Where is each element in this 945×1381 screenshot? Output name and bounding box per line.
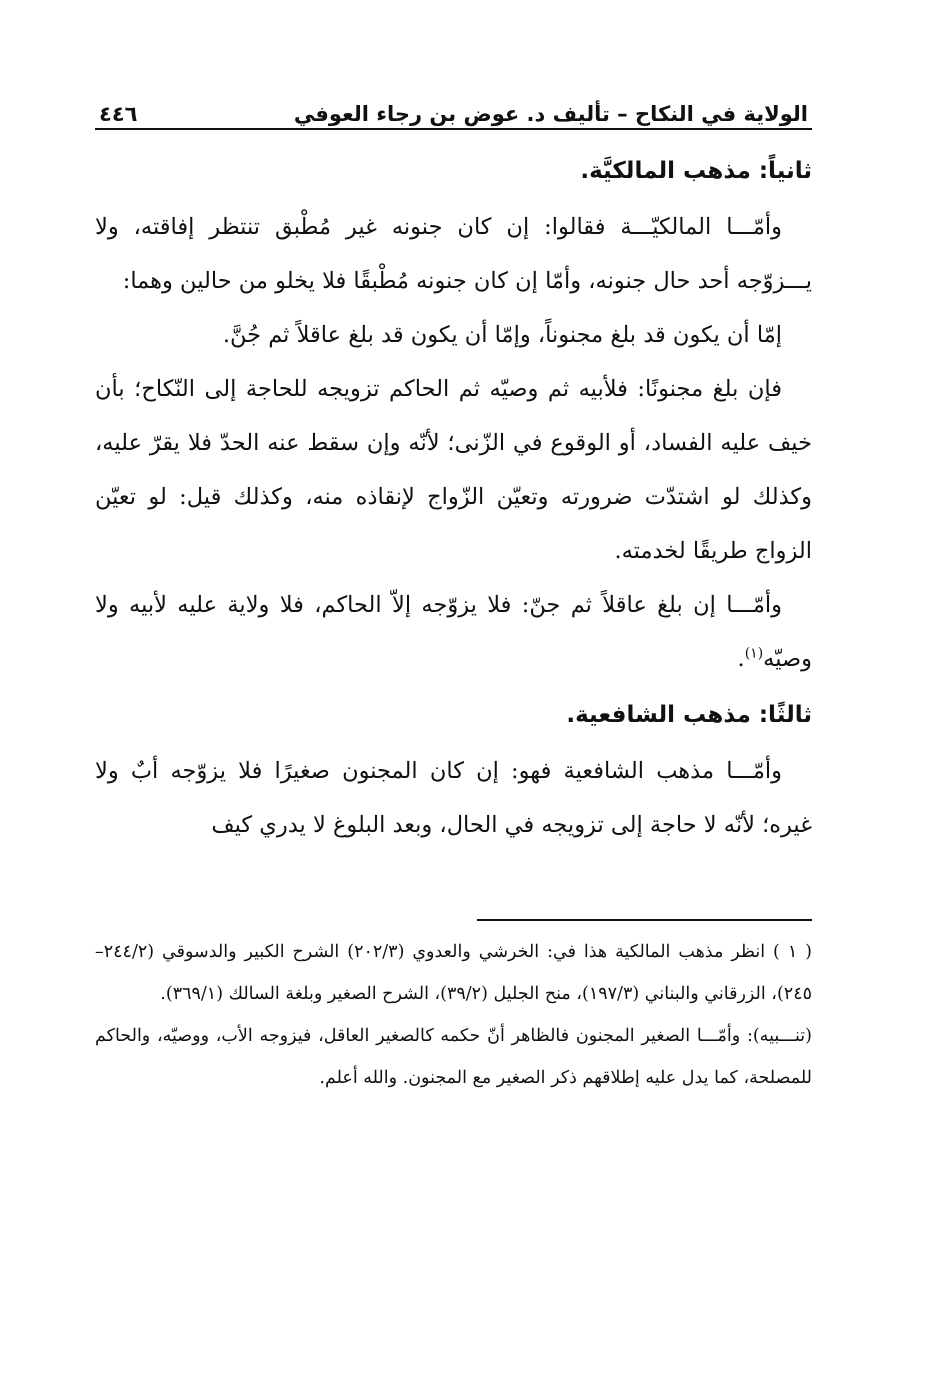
running-header xyxy=(95,84,812,130)
section-heading-shafii: ثالثًا: مذهب الشافعية. xyxy=(566,702,812,728)
footnote-reference: (١) xyxy=(744,645,764,662)
paragraph-end: . xyxy=(737,646,745,672)
footnote-divider xyxy=(477,919,812,921)
book-page xyxy=(95,84,813,1088)
paragraph xyxy=(95,578,812,686)
paragraph: فإن بلغ مجنونًا: فلأبيه ثم وصيّه ثم الحاكم تزويجه للحاجة إلى النّكاح؛ بأن خيف عليه الفساد، أو الوقوع في الزّنى؛ لأنّه وإن سقط عنه الحدّ فلا يقرّ عليه، وكذلك لو اشتدّت ضرورته وتعيّن الزّواج لإنقاذه منه، وكذلك قيل: لو تعيّن الزواج طريقًا لخدمته. xyxy=(95,376,812,564)
paragraph-text: وأمّـــا إن بلغ عاقلاً ثم جنّ: فلا يزوّجه إلاّ الحاكم، فلا ولاية عليه لأبيه ولا وصيّه xyxy=(95,592,812,672)
paragraph: وأمّـــا المالكيّـــة فقالوا: إن كان جنونه غير مُطْبق تنتظر إفاقته، ولا يـــزوّجه أحد حال جنونه، وأمّا إن كان جنونه مُطْبقًا فلا يخلو من حالين وهما: xyxy=(95,214,812,294)
header-title: الولاية في النكاح – تأليف د. عوض بن رجاء العوفي xyxy=(293,102,808,126)
section-heading-maliki: ثانياً: مذهب المالكيَّة. xyxy=(580,158,812,184)
footnote-1: ( ١ ) انظر مذهب المالكية هذا في: الخرشي والعدوي (٢٠٢/٣) الشرح الكبير والدسوقي (٢٤٤/٢–٢٤٥)، الزرقاني والبناني (١٩٧/٣)، منح الجليل (٣٩/٢)، الشرح الصغير وبلغة السالك (٣٦٩/١). xyxy=(95,942,813,1004)
footnotes xyxy=(95,931,812,1099)
paragraph: وأمّـــا مذهب الشافعية فهو: إن كان المجنون صغيرًا فلا يزوّجه أبٌ ولا غيره؛ لأنّه لا حاجة إلى تزويجه في الحال، وبعد البلوغ لا يدري كيف xyxy=(95,758,812,838)
page-number: ٤٤٦ xyxy=(99,102,138,126)
footnote-note: (تنـــبيه): وأمّـــا الصغير المجنون فالظاهر أنّ حكمه كالصغير العاقل، فيزوجه الأب، ووصيّه، والحاكم للمصلحة، كما يدل عليه إطلاقهم ذكر الصغير مع المجنون. والله أعلم. xyxy=(95,1026,812,1088)
paragraph: إمّا أن يكون قد بلغ مجنوناً، وإمّا أن يكون قد بلغ عاقلاً ثم جُنَّ. xyxy=(222,322,782,348)
main-text xyxy=(95,142,812,852)
